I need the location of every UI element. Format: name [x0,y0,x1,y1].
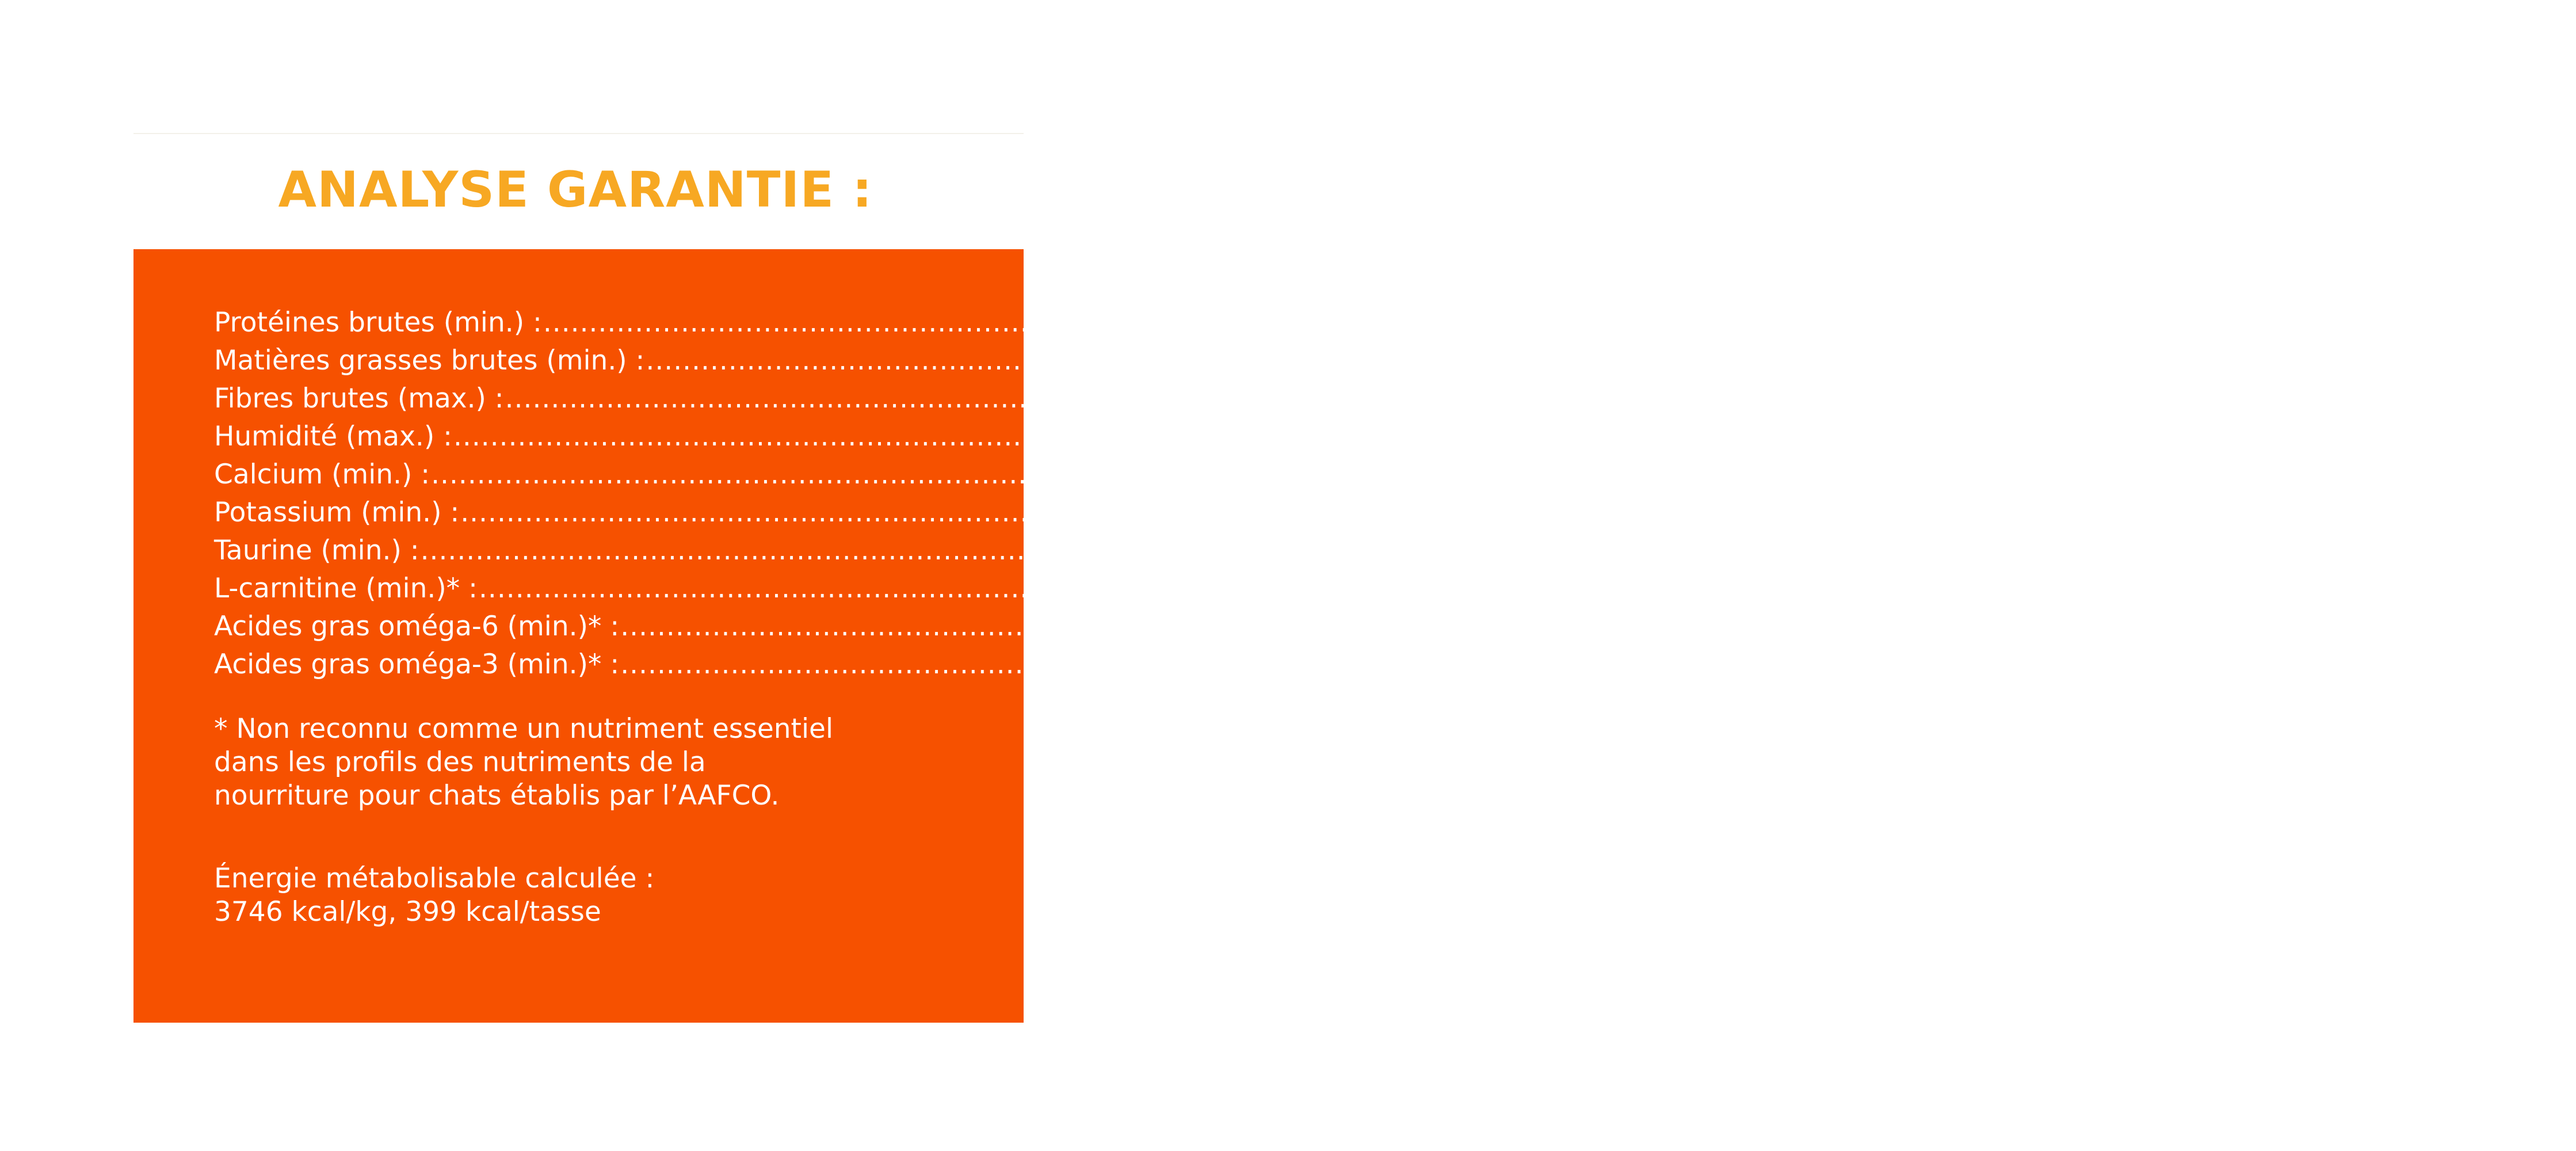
nutrient-value: 3,0 % [2456,611,2533,642]
nutrient-value: 0,7 % [2296,497,2373,528]
nutrient-value: 3,0 % [2340,383,2418,414]
nutrient-row [214,570,2443,608]
energy-value: 3746 kcal/kg, 399 kcal/tasse [214,896,601,928]
dot-leader: ........................................................................................................................................................................................................ [431,459,2266,490]
nutrient-value: 0,30 % [2456,649,2551,680]
nutrient-list [214,304,2576,684]
nutrient-row [214,608,2533,646]
energy-statement [214,862,945,929]
dot-leader: ........................................................................................................................................................................................................ [620,611,2455,642]
nutrient-label: L-carnitine (min.)* : [214,573,478,604]
dot-leader: ........................................................................................................................................................................................................ [505,383,2340,414]
nutrient-label: Calcium (min.) : [214,459,430,490]
nutrient-row [214,646,2551,684]
top-divider [133,133,1024,134]
nutrient-row [214,342,2576,380]
analysis-panel [133,249,2576,1023]
nutrient-label: Fibres brutes (max.) : [214,383,504,414]
footnote-line: dans les profils des nutriments de la [214,746,706,778]
nutrient-label: Potassium (min.) : [214,497,460,528]
nutrient-value: 10,0 % [2288,421,2384,452]
nutrient-row [214,380,2418,418]
nutrient-value: 0,8 % [2266,459,2344,490]
nutrient-value: 32,0 % [2378,307,2474,338]
footnote-line: nourriture pour chats établis par l’AAFCO. [214,780,780,811]
nutrient-value: 80 mg/kg [2314,573,2443,604]
nutrient-row [214,494,2373,532]
nutrient-label: Humidité (max.) : [214,421,452,452]
nutrient-value: 15,0 % [2481,345,2576,376]
dot-leader: ........................................................................................................................................................................................................ [453,421,2288,452]
dot-leader: ........................................................................................................................................................................................................ [543,307,2377,338]
nutrient-label: Taurine (min.) : [214,535,419,566]
dot-leader: ........................................................................................................................................................................................................ [460,497,2295,528]
nutrient-label: Acides gras oméga-3 (min.)* : [214,649,620,680]
dot-leader: ........................................................................................................................................................................................................ [478,573,2313,604]
dot-leader: ........................................................................................................................................................................................................ [646,345,2480,376]
nutrient-row [214,456,2344,494]
nutrient-row [214,532,2350,570]
energy-heading: Énergie métabolisable calculée : [214,863,655,894]
nutrient-value: 0,15 % [2256,535,2350,566]
nutrient-row [214,304,2474,342]
dot-leader: ........................................................................................................................................................................................................ [420,535,2255,566]
footnote-line: * Non reconnu comme un nutriment essentiel [214,713,834,745]
nutrient-row [214,418,2384,456]
nutrient-label: Protéines brutes (min.) : [214,307,542,338]
footnote [214,712,945,813]
nutrient-label: Acides gras oméga-6 (min.)* : [214,611,620,642]
page-title: ANALYSE GARANTIE : [278,161,873,219]
dot-leader: ........................................................................................................................................................................................................ [620,649,2455,680]
nutrient-label: Matières grasses brutes (min.) : [214,345,645,376]
